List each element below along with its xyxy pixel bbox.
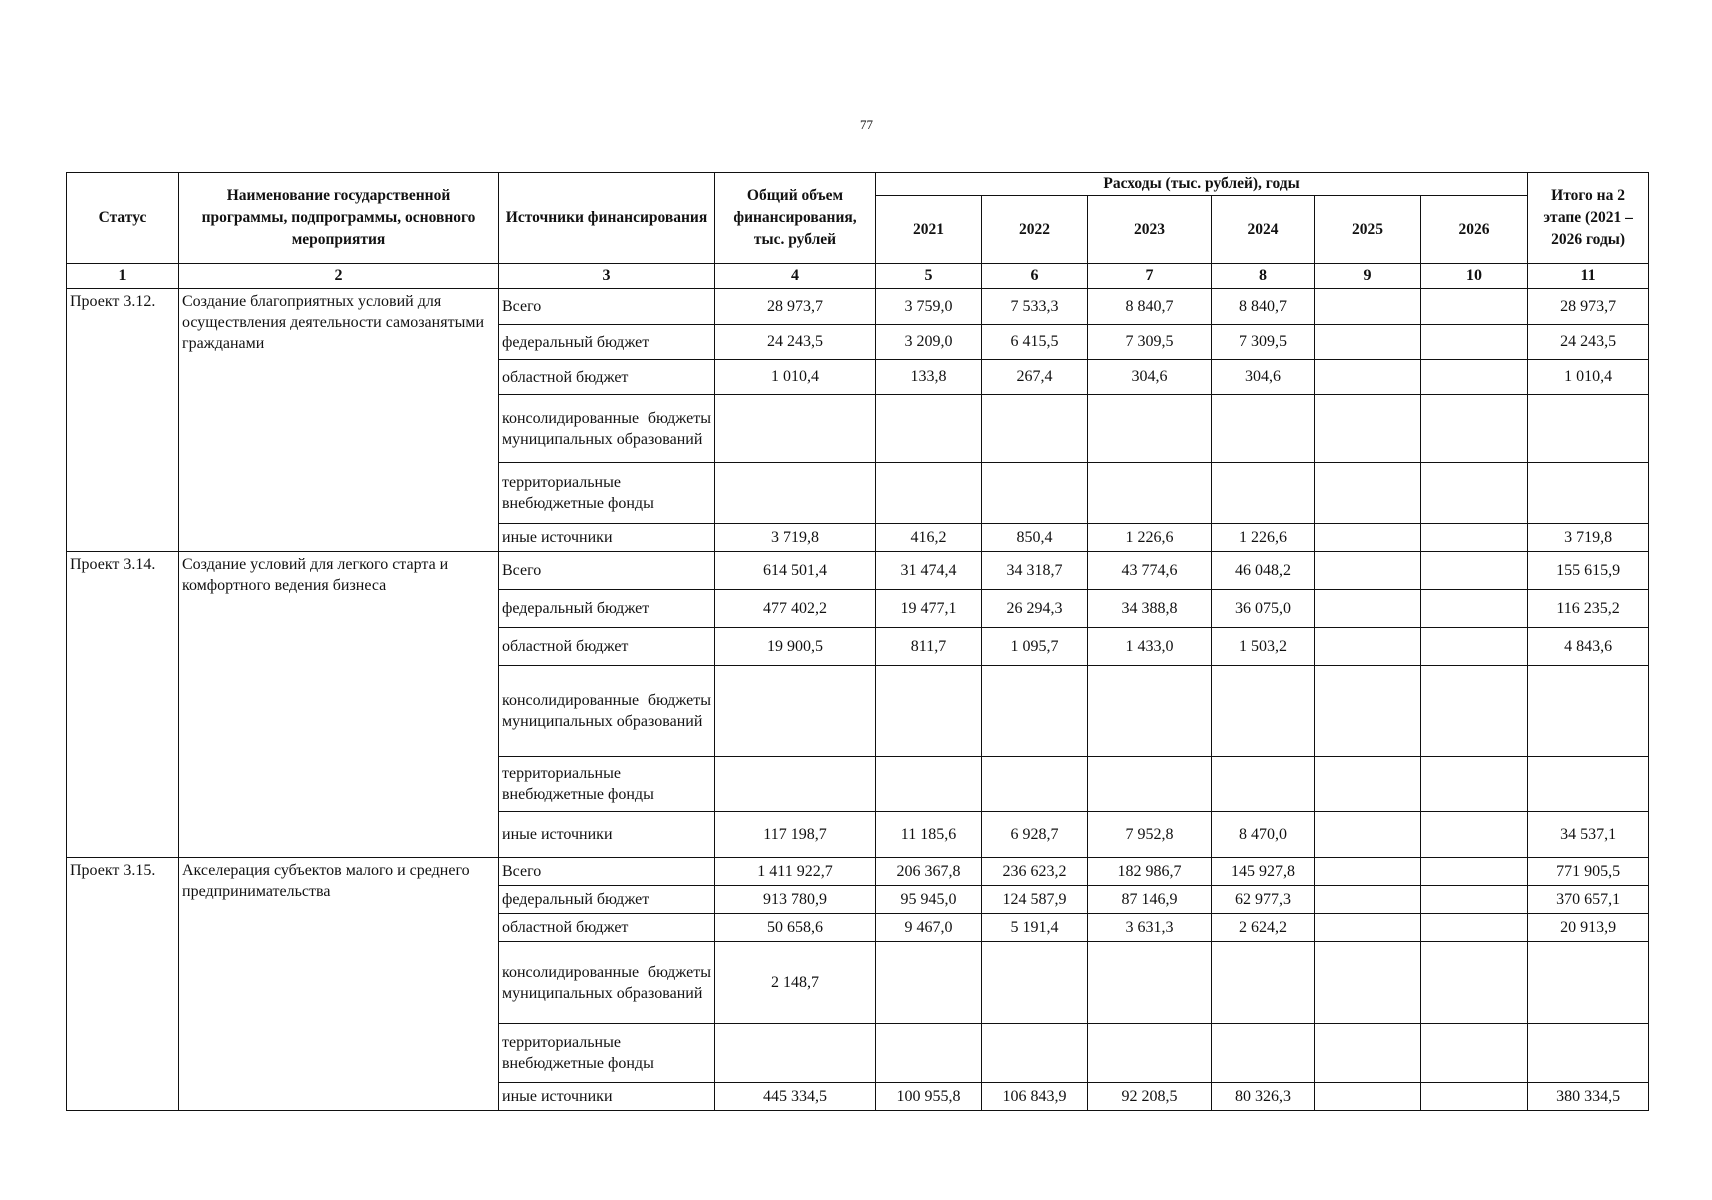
value-y2022: 26 294,3 [982,590,1088,628]
value-y2026 [1421,858,1528,886]
funding-source: Всего [499,858,715,886]
value-y2025 [1315,914,1421,942]
value-stage-total [1528,395,1649,463]
value-y2021 [876,463,982,524]
value-y2026 [1421,757,1528,812]
value-y2025 [1315,942,1421,1024]
value-y2024 [1212,666,1315,757]
value-y2026 [1421,395,1528,463]
header-year-2022: 2022 [982,196,1088,264]
value-y2021: 3 209,0 [876,325,982,360]
value-total: 913 780,9 [715,886,876,914]
value-y2026 [1421,1024,1528,1083]
value-y2026 [1421,628,1528,666]
value-y2023 [1088,666,1212,757]
value-y2022 [982,1024,1088,1083]
value-y2025 [1315,812,1421,858]
value-stage-total [1528,757,1649,812]
value-y2024 [1212,1024,1315,1083]
value-y2022 [982,757,1088,812]
funding-source: территориальные внебюджетные фонды [499,1024,715,1083]
value-y2025 [1315,325,1421,360]
value-stage-total: 3 719,8 [1528,524,1649,552]
funding-source: областной бюджет [499,914,715,942]
value-y2023: 182 986,7 [1088,858,1212,886]
value-y2021: 416,2 [876,524,982,552]
column-number: 4 [715,264,876,289]
column-number: 9 [1315,264,1421,289]
value-stage-total [1528,942,1649,1024]
value-y2022: 1 095,7 [982,628,1088,666]
value-total: 1 010,4 [715,360,876,395]
funding-source: федеральный бюджет [499,886,715,914]
value-y2021: 3 759,0 [876,289,982,325]
project-name: Создание условий для легкого старта и комфортного ведения бизнеса [179,552,499,858]
value-y2024 [1212,757,1315,812]
funding-source: консолидированные бюджеты муниципальных образований [499,395,715,463]
value-y2026 [1421,886,1528,914]
value-stage-total [1528,1024,1649,1083]
value-y2024: 8 470,0 [1212,812,1315,858]
header-year-2021: 2021 [876,196,982,264]
project-name: Акселерация субъектов малого и среднего предпринимательства [179,858,499,1111]
value-y2021: 206 367,8 [876,858,982,886]
value-y2026 [1421,552,1528,590]
value-stage-total: 771 905,5 [1528,858,1649,886]
value-y2021 [876,757,982,812]
value-y2022: 267,4 [982,360,1088,395]
funding-source: консолидированные бюджеты муниципальных образований [499,666,715,757]
value-y2022: 850,4 [982,524,1088,552]
funding-source: федеральный бюджет [499,590,715,628]
value-total: 1 411 922,7 [715,858,876,886]
value-y2023: 7 309,5 [1088,325,1212,360]
value-y2023: 43 774,6 [1088,552,1212,590]
header-total-volume: Общий объем финансирования, тыс. рублей [715,173,876,264]
value-y2026 [1421,360,1528,395]
value-y2021: 133,8 [876,360,982,395]
value-y2023: 7 952,8 [1088,812,1212,858]
value-total: 2 148,7 [715,942,876,1024]
value-y2022 [982,666,1088,757]
funding-source: Всего [499,552,715,590]
value-y2024: 62 977,3 [1212,886,1315,914]
value-y2024: 80 326,3 [1212,1083,1315,1111]
value-y2024: 1 503,2 [1212,628,1315,666]
project-status: Проект 3.15. [67,858,179,1111]
value-total: 28 973,7 [715,289,876,325]
value-y2023: 1 226,6 [1088,524,1212,552]
project-status: Проект 3.12. [67,289,179,552]
value-y2022: 124 587,9 [982,886,1088,914]
funding-source: областной бюджет [499,628,715,666]
header-year-2024: 2024 [1212,196,1315,264]
value-y2026 [1421,942,1528,1024]
value-y2022: 6 928,7 [982,812,1088,858]
value-y2023: 304,6 [1088,360,1212,395]
value-stage-total: 116 235,2 [1528,590,1649,628]
funding-source: иные источники [499,812,715,858]
funding-source: иные источники [499,524,715,552]
value-y2021: 19 477,1 [876,590,982,628]
value-y2022: 6 415,5 [982,325,1088,360]
value-stage-total: 370 657,1 [1528,886,1649,914]
table-row [67,289,1649,325]
value-y2024: 8 840,7 [1212,289,1315,325]
value-total [715,1024,876,1083]
value-y2025 [1315,395,1421,463]
header-year-2025: 2025 [1315,196,1421,264]
value-y2026 [1421,590,1528,628]
value-y2023: 3 631,3 [1088,914,1212,942]
value-y2026 [1421,1083,1528,1111]
header-expenses: Расходы (тыс. рублей), годы [876,173,1528,196]
value-y2023 [1088,395,1212,463]
project-name: Создание благоприятных условий для осуществления деятельности самозанятыми гражданами [179,289,499,552]
value-y2026 [1421,325,1528,360]
value-y2025 [1315,1083,1421,1111]
value-y2021: 31 474,4 [876,552,982,590]
value-stage-total: 24 243,5 [1528,325,1649,360]
value-y2026 [1421,812,1528,858]
value-y2024: 2 624,2 [1212,914,1315,942]
project-status: Проект 3.14. [67,552,179,858]
value-y2025 [1315,1024,1421,1083]
column-number: 3 [499,264,715,289]
value-total: 24 243,5 [715,325,876,360]
value-y2021 [876,666,982,757]
value-y2025 [1315,858,1421,886]
value-y2022: 7 533,3 [982,289,1088,325]
value-y2024: 304,6 [1212,360,1315,395]
value-y2021: 95 945,0 [876,886,982,914]
value-total: 3 719,8 [715,524,876,552]
value-y2025 [1315,552,1421,590]
funding-source: федеральный бюджет [499,325,715,360]
value-y2025 [1315,757,1421,812]
value-stage-total [1528,666,1649,757]
value-y2023 [1088,463,1212,524]
funding-source: Всего [499,289,715,325]
column-number: 2 [179,264,499,289]
funding-source: консолидированные бюджеты муниципальных образований [499,942,715,1024]
value-y2025 [1315,886,1421,914]
value-y2023: 8 840,7 [1088,289,1212,325]
value-stage-total [1528,463,1649,524]
header-sources: Источники финансирования [499,173,715,264]
value-y2025 [1315,524,1421,552]
value-y2024: 46 048,2 [1212,552,1315,590]
value-y2021: 100 955,8 [876,1083,982,1111]
value-total: 614 501,4 [715,552,876,590]
value-y2024: 1 226,6 [1212,524,1315,552]
value-total: 19 900,5 [715,628,876,666]
value-total: 117 198,7 [715,812,876,858]
value-y2022 [982,395,1088,463]
value-y2025 [1315,628,1421,666]
value-stage-total: 28 973,7 [1528,289,1649,325]
value-y2024 [1212,395,1315,463]
value-y2024: 36 075,0 [1212,590,1315,628]
value-y2024: 7 309,5 [1212,325,1315,360]
value-y2025 [1315,289,1421,325]
column-number: 10 [1421,264,1528,289]
value-y2023: 92 208,5 [1088,1083,1212,1111]
value-stage-total: 34 537,1 [1528,812,1649,858]
column-number: 7 [1088,264,1212,289]
value-y2022: 236 623,2 [982,858,1088,886]
column-number: 8 [1212,264,1315,289]
value-total [715,757,876,812]
value-total [715,395,876,463]
value-y2022: 5 191,4 [982,914,1088,942]
value-y2021: 11 185,6 [876,812,982,858]
value-y2021 [876,1024,982,1083]
header-name: Наименование государственной программы, подпрограммы, основного мероприятия [179,173,499,264]
value-y2022 [982,942,1088,1024]
column-number-row [67,264,1649,289]
value-y2026 [1421,289,1528,325]
value-stage-total: 4 843,6 [1528,628,1649,666]
value-y2023: 34 388,8 [1088,590,1212,628]
page-number: 77 [860,117,873,132]
funding-source: областной бюджет [499,360,715,395]
value-stage-total: 1 010,4 [1528,360,1649,395]
financing-table [66,172,1649,1111]
value-y2021 [876,942,982,1024]
column-number: 5 [876,264,982,289]
funding-source: территориальные внебюджетные фонды [499,463,715,524]
value-stage-total: 380 334,5 [1528,1083,1649,1111]
value-stage-total: 155 615,9 [1528,552,1649,590]
value-y2026 [1421,463,1528,524]
value-y2025 [1315,360,1421,395]
value-total: 477 402,2 [715,590,876,628]
value-y2026 [1421,524,1528,552]
value-total: 445 334,5 [715,1083,876,1111]
value-y2022: 106 843,9 [982,1083,1088,1111]
financing-table-body [67,289,1649,1111]
value-y2025 [1315,463,1421,524]
value-total [715,666,876,757]
value-y2021 [876,395,982,463]
value-y2025 [1315,590,1421,628]
funding-source: территориальные внебюджетные фонды [499,757,715,812]
table-row [67,552,1649,590]
value-stage-total: 20 913,9 [1528,914,1649,942]
value-total [715,463,876,524]
column-number: 11 [1528,264,1649,289]
funding-source: иные источники [499,1083,715,1111]
header-year-2026: 2026 [1421,196,1528,264]
value-y2026 [1421,666,1528,757]
value-total: 50 658,6 [715,914,876,942]
value-y2021: 811,7 [876,628,982,666]
value-y2024: 145 927,8 [1212,858,1315,886]
value-y2023 [1088,942,1212,1024]
column-number: 6 [982,264,1088,289]
value-y2024 [1212,942,1315,1024]
value-y2023 [1088,1024,1212,1083]
value-y2025 [1315,666,1421,757]
header-stage-total: Итого на 2 этапе (2021 – 2026 годы) [1528,173,1649,264]
header-year-2023: 2023 [1088,196,1212,264]
value-y2026 [1421,914,1528,942]
column-number: 1 [67,264,179,289]
value-y2023: 87 146,9 [1088,886,1212,914]
header-status: Статус [67,173,179,264]
value-y2021: 9 467,0 [876,914,982,942]
value-y2023 [1088,757,1212,812]
value-y2024 [1212,463,1315,524]
value-y2022 [982,463,1088,524]
value-y2023: 1 433,0 [1088,628,1212,666]
value-y2022: 34 318,7 [982,552,1088,590]
table-row [67,858,1649,886]
